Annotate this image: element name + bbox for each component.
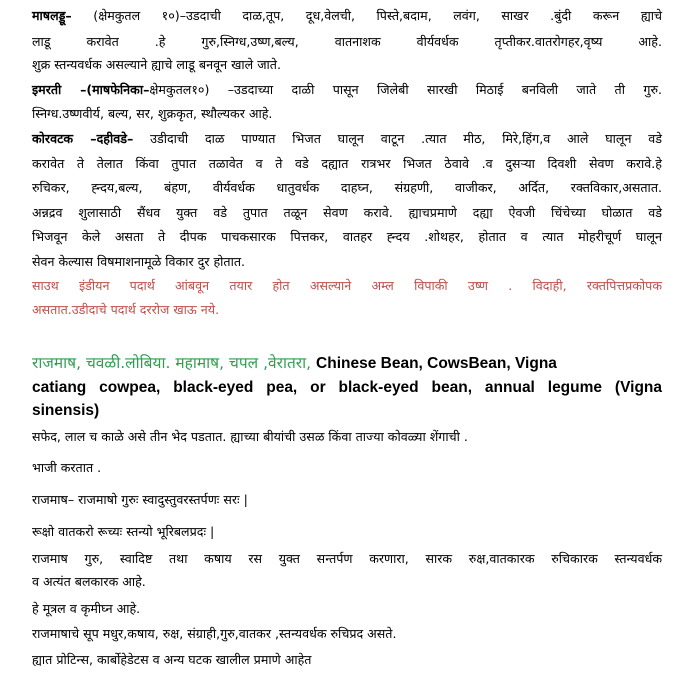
body-line-5: राजमाष गुरु, स्वादिष्ट तथा कषाय रस युक्त सन्तर्पण करणारा, सारक रुक्ष,वातकारक रुचिकारक स्तन्यवर्धक <box>32 551 662 566</box>
para-text: उडीदाची दाळ पाण्यात भिजत घालून वाटून .त्यात मीठ, मिरे,हिंग,व आले घालून वडे <box>150 131 662 146</box>
para-imarti-line-1 <box>32 80 662 100</box>
para-dahivade-line-2: करावेत ते तेलात किंवा तुपात तळावेत व ते वडे दह्यात रात्रभर भिजत ठेवावे .व दुसऱ्या दिवशी सेवण करावे.हे <box>32 156 662 171</box>
heading-marathi: राजमाष, चवळी.लोबिया. महामाष, चपल ,वेरातरा, <box>32 354 312 372</box>
para-imarti-line-2: स्निग्ध.उष्णवीर्य, बल्य, सर, शुक्रकृत, स्थौल्यकर आहे. <box>32 106 273 121</box>
para-text: (क्षेमकुतल १०)–उडदाची दाळ,तूप, दूध,वेलची, पिस्ते,बदाम, लवंग, साखर .बुंदी करून ह्याचे <box>93 8 662 23</box>
term-mashladdu: माषलड्डू– <box>32 8 72 23</box>
para-dahivade-line-4: अन्नद्रव शुलासाठी सैंधव युक्त वडे तुपात तळून सेवण करावे. ह्याचप्रमाणे दह्या ऐवजी चिंचेच्या घोळात वडे <box>32 205 662 220</box>
section-heading-line-2: catiang cowpea, black-eyed pea, or black-eyed bean, annual legume (Vigna <box>32 379 662 396</box>
body-line-2: भाजी करतात . <box>32 460 102 475</box>
para-mashladdu-line-1 <box>32 6 662 26</box>
para-mashladdu-line-3: शुक्र स्तन्यवर्धक असल्याने ह्याचे लाडू बनवून खाले जाते. <box>32 57 281 72</box>
para-dahivade-line-1 <box>32 129 662 149</box>
body-line-4: रूक्षो वातकरो रूच्यः स्तन्यो भूरिबलप्रदः | <box>32 524 215 539</box>
para-text: क्षेमकुतल१०) –उडदाच्या दाळी पासून जिलेबी सारखी मिठाई बनविली जाते ती गुरु. <box>149 82 662 97</box>
para-dahivade-line-3: रुचिकर, ह्न्दय,बल्य, बंहण, वीर्यवर्धक धातुवर्धक दाहघ्न, संग्रहणी, वाजीकर, अर्दित, रक्तविकार,असतात. <box>32 180 662 195</box>
section-heading-line-3: sinensis) <box>32 402 100 419</box>
note-line-1: साउथ इंडीयन पदार्थ आंबवून तयार होत असल्याने अम्ल विपाकी उष्ण . विदाही, रक्तपित्तप्रकोपक <box>32 278 662 293</box>
para-dahivade-line-5: भिजवून केले असता ते दीपक पाचकसारक पित्तकर, वातहर ह्न्दय .शोथहर, होतात व त्यात मोहरीचूर्ण घालून <box>32 229 662 244</box>
para-dahivade-line-6: सेवन केल्यास विषमाशनामूळे विकार दुर होतात. <box>32 254 246 269</box>
heading-english-1: Chinese Bean, CowsBean, Vigna <box>316 355 557 372</box>
term-imarti: इमरती –(माषफेनिका– <box>32 82 150 97</box>
body-line-9: ह्यात प्रोटिन्स, कार्बोहेडेटस व अन्य घटक खालील प्रमाणे आहेत <box>32 652 312 667</box>
body-line-7: हे मूत्रल व कृमीघ्न आहे. <box>32 601 141 616</box>
term-dahivade: कोरवटक –दहीवडे– <box>32 131 134 146</box>
para-mashladdu-line-2: लाडू करावेत .हे गुरु,स्निग्ध,उष्ण,बल्य, वातनाशक वीर्यवर्धक तृप्तीकर.वातरोगहर,वृष्य आहे. <box>32 34 662 49</box>
body-line-1: सफेद, लाल च काळे असे तीन भेद पडतात. ह्याच्या बीयांची उसळ किंवा ताज्या कोवळ्या शेंगाची . <box>32 429 468 444</box>
body-line-8: राजमाषाचे सूप मधुर,कषाय, रुक्ष, संग्राही,गुरु,वातकर ,स्तन्यवर्धक रुचिप्रद असते. <box>32 626 397 641</box>
section-heading-line-1 <box>32 352 557 375</box>
body-line-6: व अत्यंत बलकारक आहे. <box>32 574 146 589</box>
note-line-2: असतात.उडीदाचे पदार्थ दररोज खाऊ नये. <box>32 302 220 317</box>
body-line-3: राजमाष– राजमाषो गुरुः स्वादुस्तुवरस्तर्पणः सरः | <box>32 492 248 507</box>
